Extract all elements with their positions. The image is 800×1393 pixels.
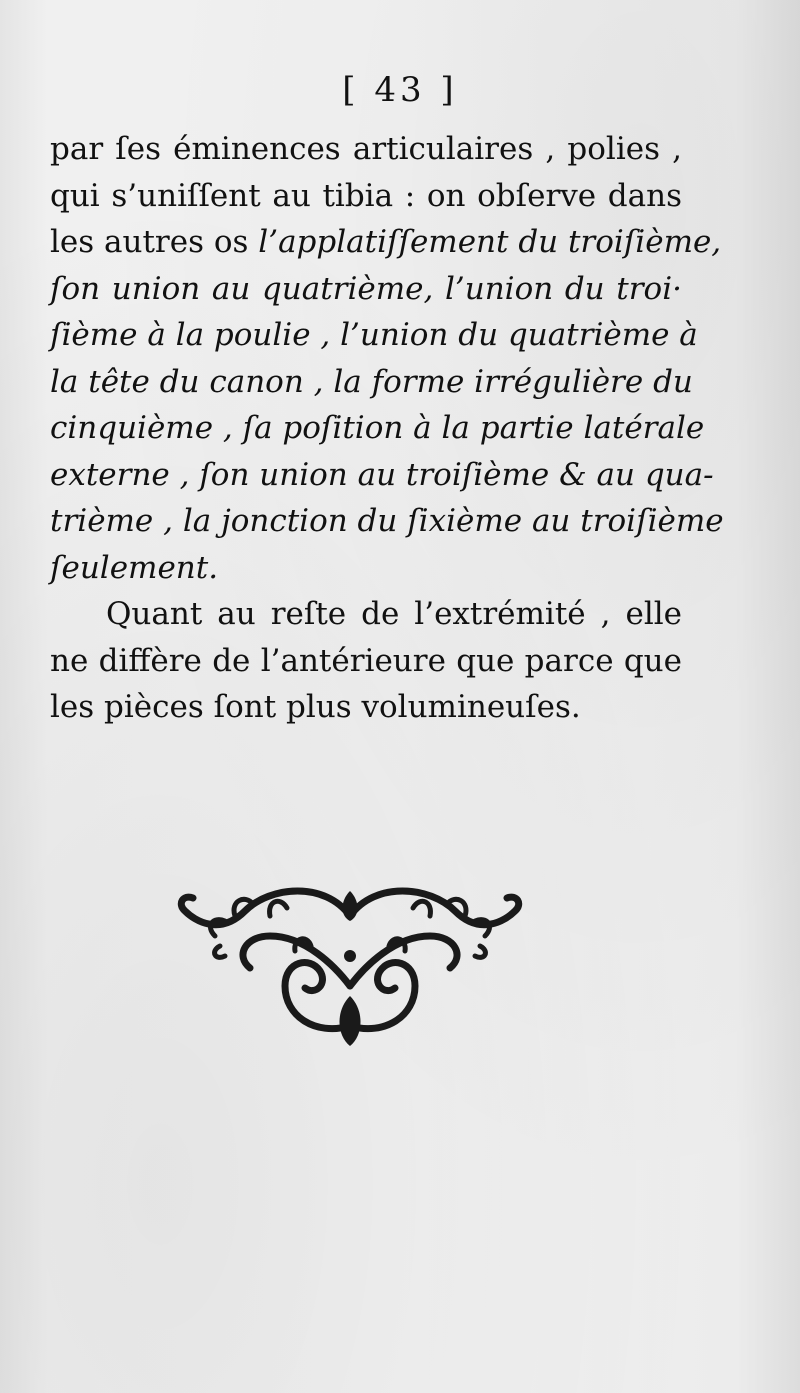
paragraph-1 <box>50 126 724 591</box>
text-line: cinquième , ſa poſition à la partie latérale <box>50 410 705 446</box>
text-line: Quant au reſte de l’extrémité , elle <box>106 596 682 632</box>
body-text <box>50 126 724 731</box>
floral-vignette-icon <box>175 876 525 1051</box>
text-line: externe , ſon union au troiſième & au qua- <box>50 456 714 493</box>
text-line: la tête du canon , la forme irrégulière du <box>50 363 693 400</box>
text-line: qui s’uniſſent au tibia : on obſerve dans <box>50 177 682 214</box>
text-line: par ſes éminences articulaires , polies , <box>50 131 682 167</box>
text-line: les pièces ſont plus volumineuſes. <box>50 689 581 725</box>
text-line: ſième à la poulie , l’union du quatrième à <box>50 317 698 353</box>
italic-fragment: l’applatiſſement du troiſième, <box>258 224 722 260</box>
text-line: ne diffère de l’antérieure que parce que <box>50 642 682 679</box>
text-line: trième , la jonction du ſixième au troiſième <box>50 503 724 539</box>
page-number: [ 43 ] <box>342 70 458 110</box>
paragraph-2 <box>50 591 682 731</box>
text-fragment: les autres os <box>50 224 249 260</box>
text-line <box>50 219 722 266</box>
text-line: ſeulement. <box>50 549 219 586</box>
text-line: ſon union au quatrième, l’union du troi· <box>50 270 682 307</box>
